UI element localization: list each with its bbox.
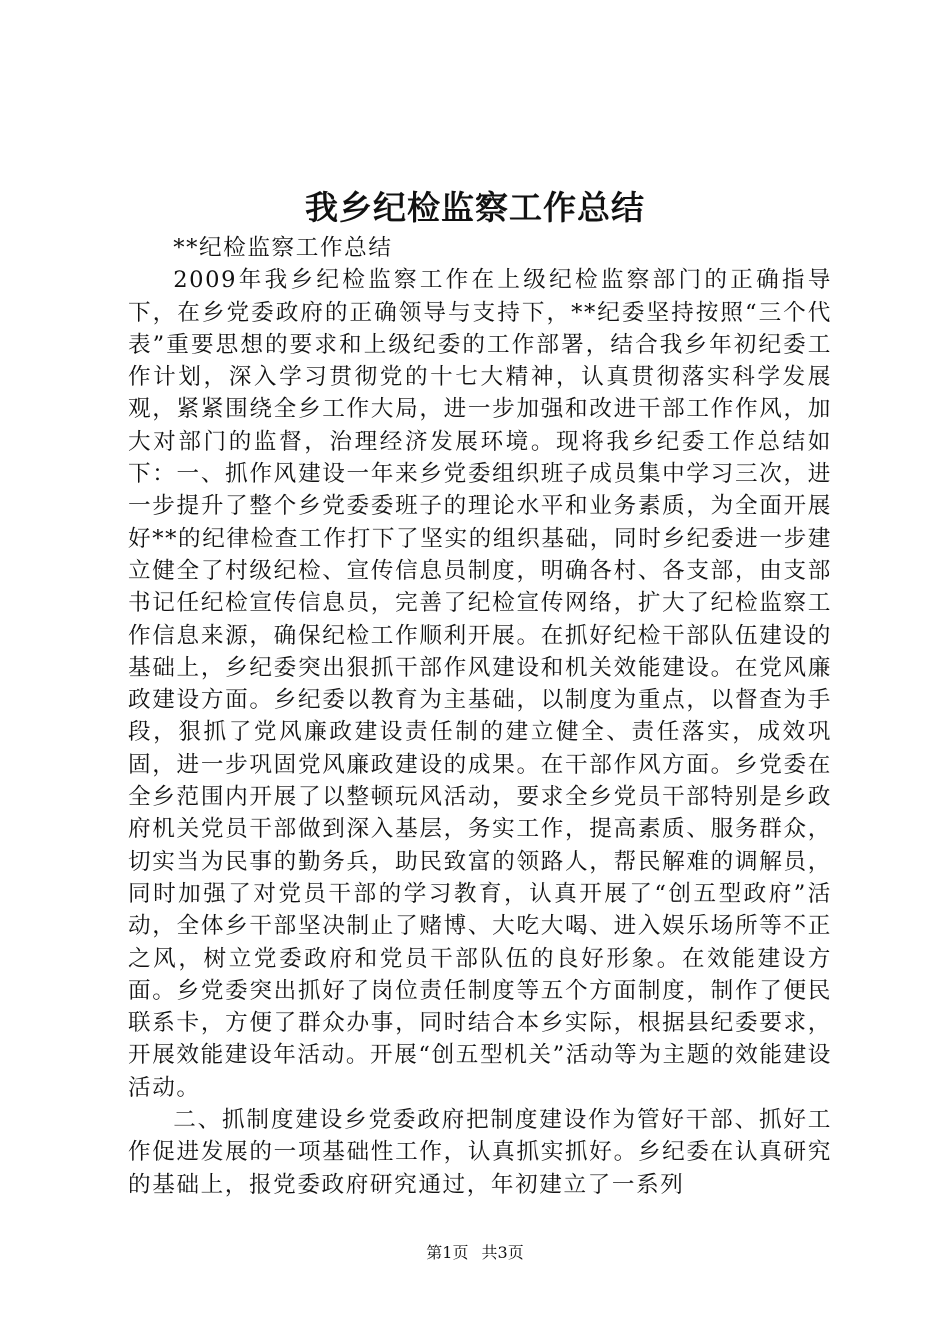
- document-title: 我乡纪检监察工作总结: [305, 188, 645, 227]
- document-paragraph: 二、抓制度建设乡党委政府把制度建设作为管好干部、抓好工作促进发展的一项基础性工作，认真抓实抓好。乡纪委在认真研究的基础上，报党委政府研究通过，年初建立了一系列: [128, 1107, 832, 1198]
- page-total: 共3页: [481, 1243, 524, 1262]
- page-number: 第1页: [426, 1243, 469, 1262]
- document-paragraph-subtitle: **纪检监察工作总结: [173, 235, 393, 261]
- page-footer: [0, 1242, 950, 1264]
- document-body: [128, 232, 832, 1201]
- document-paragraph: 2009年我乡纪检监察工作在上级纪检监察部门的正确指导下，在乡党委政府的正确领导与支持下，**纪委坚持按照“三个代表”重要思想的要求和上级纪委的工作部署，结合我乡年初纪委工作计划，深入学习贯彻党的十七大精神，认真贯彻落实科学发展观，紧紧围绕全乡工作大局，进一步加强和改进干部工作作风，加大对部门的监督，治理经济发展环境。现将我乡纪委工作总结如下：一、抓作风建设一年来乡党委组织班子成员集中学习三次，进一步提升了整个乡党委委班子的理论水平和业务素质，为全面开展好**的纪律检查工作打下了坚实的组织基础，同时乡纪委进一步建立健全了村级纪检、宣传信息员制度，明确各村、各支部，由支部书记任纪检宣传信息员，完善了纪检宣传网络，扩大了纪检监察工作信息来源，确保纪检工作顺利开展。在抓好纪检干部队伍建设的基础上，乡纪委突出狠抓干部作风建设和机关效能建设。在党风廉政建设方面。乡纪委以教育为主基础，以制度为重点，以督查为手段，狠抓了党风廉政建设责任制的建立健全、责任落实，成效巩固，进一步巩固党风廉政建设的成果。在干部作风方面。乡党委在全乡范围内开展了以整顿玩风活动，要求全乡党员干部特别是乡政府机关党员干部做到深入基层，务实工作，提高素质、服务群众，切实当为民事的勤务兵，助民致富的领路人，帮民解难的调解员，同时加强了对党员干部的学习教育，认真开展了“创五型政府”活动，全体乡干部坚决制止了赌博、大吃大喝、进入娱乐场所等不正之风，树立党委政府和党员干部队伍的良好形象。在效能建设方面。乡党委突出抓好了岗位责任制度等五个方面制度，制作了便民联系卡，方便了群众办事，同时结合本乡实际，根据县纪委要求，开展效能建设年活动。开展“创五型机关”活动等为主题的效能建设活动。: [128, 267, 832, 1101]
